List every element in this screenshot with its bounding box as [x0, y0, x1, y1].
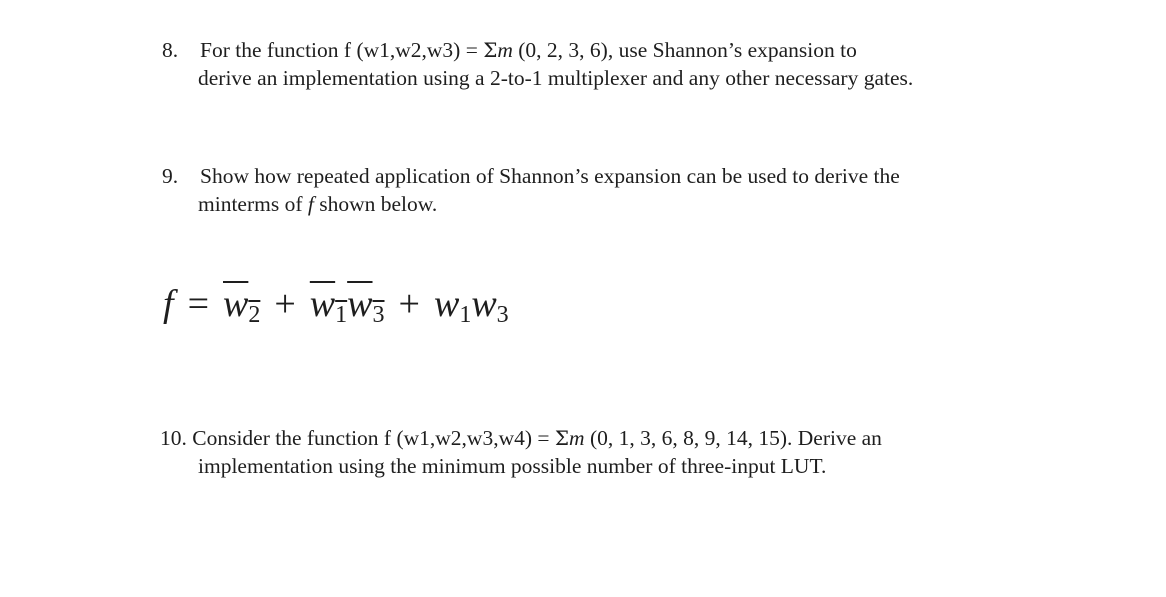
- problem-line: [162, 36, 913, 64]
- term-w2-bar: $w_2$: [223, 283, 261, 328]
- plus-sign: +: [398, 283, 420, 325]
- plus-sign: +: [274, 283, 296, 325]
- term-w3: $w_3$: [471, 283, 509, 328]
- problem-text: (0, 1, 3, 6, 8, 9, 14, 15). Derive an: [584, 426, 882, 450]
- sigma-symbol: Σ: [483, 38, 498, 62]
- term-w3-bar: $w_3$: [347, 283, 385, 328]
- problem-line: [162, 190, 900, 218]
- problem-line: Show how repeated application of Shannon’s expansion can be used to derive the: [200, 164, 900, 188]
- problem-text: shown below.: [313, 192, 438, 216]
- sigma-symbol: Σ: [554, 426, 570, 450]
- problem-text: (0, 2, 3, 6), use Shannon’s expansion to: [512, 38, 857, 62]
- equals-sign: =: [187, 283, 209, 325]
- problem-number: 8.: [162, 38, 179, 62]
- minterm-symbol: m: [569, 426, 585, 450]
- problem-line: derive an implementation using a 2-to-1 multiplexer and any other necessary gates.: [198, 66, 914, 90]
- minterm-symbol: m: [497, 38, 513, 62]
- formula-lhs: f: [163, 283, 174, 325]
- term-w1: $w_1$: [433, 283, 472, 328]
- problem-text: Consider the function f (w1,w2,w3,w4) =: [186, 426, 555, 450]
- problem-8: [162, 36, 913, 92]
- problem-text: For the function f (w1,w2,w3) =: [200, 38, 484, 62]
- problem-text: minterms of: [198, 192, 308, 216]
- problem-line: implementation using the minimum possible number of three-input LUT.: [198, 454, 827, 478]
- boolean-formula: [163, 282, 509, 326]
- problem-10: [160, 424, 882, 480]
- term-w1-bar: $w_1$: [309, 283, 348, 328]
- problem-9: [162, 162, 900, 218]
- problem-number: 10.: [160, 426, 187, 450]
- problem-line: [160, 424, 882, 452]
- function-variable: f: [307, 192, 314, 216]
- problem-number: 9.: [162, 164, 179, 188]
